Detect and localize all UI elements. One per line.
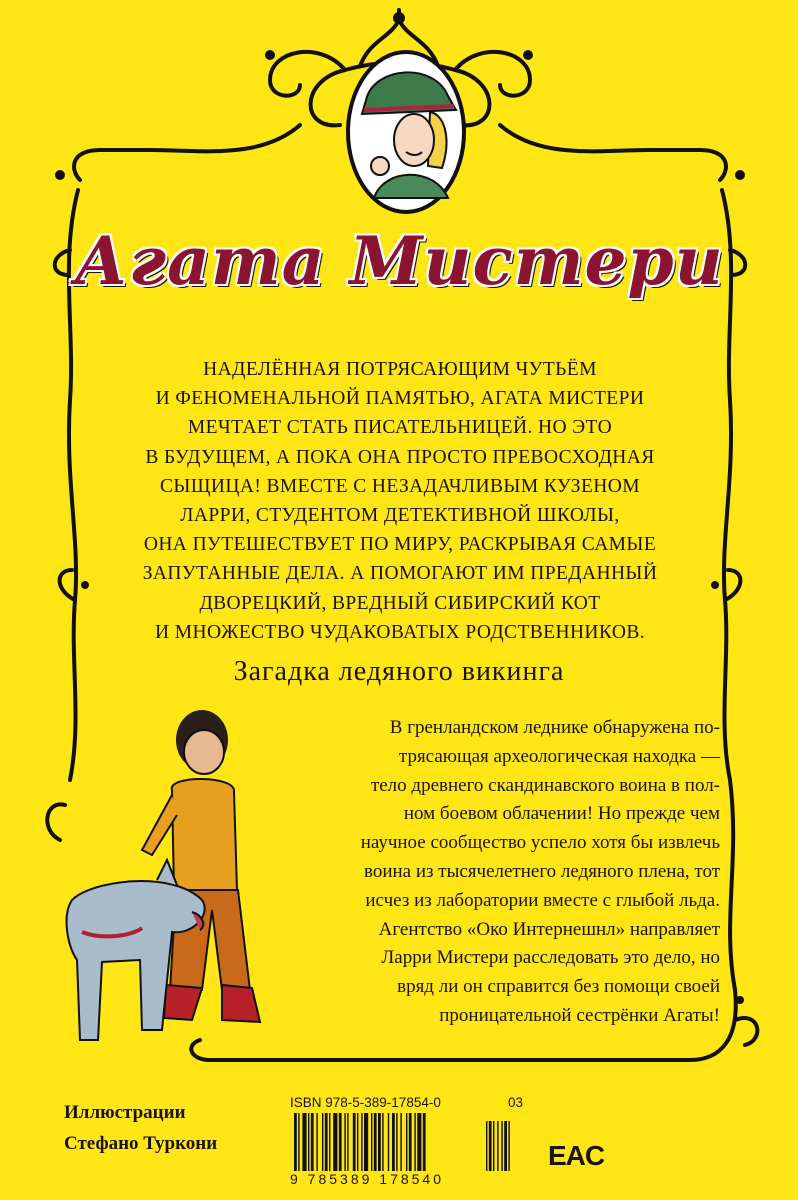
- barcode-addon-bar: [489, 1121, 492, 1171]
- barcode-bar: [378, 1113, 381, 1171]
- barcode-bar: [311, 1113, 314, 1171]
- barcode-bar: [333, 1113, 337, 1171]
- barcode-bar: [409, 1113, 412, 1171]
- book-title: Агата Мистери: [74, 222, 724, 300]
- blurb-line: тело древнего скандинавского воина в пол-: [370, 774, 720, 796]
- barcode-bar: [374, 1113, 377, 1171]
- barcode-bar: [392, 1113, 395, 1171]
- barcode-bar: [414, 1113, 415, 1171]
- blurb-line: исчез из лаборатории вместе с глыбой льда.: [365, 889, 720, 911]
- intro-line: ОНА ПУТЕШЕСТВУЕТ ПО МИРУ, РАСКРЫВАЯ САМЫЕ: [143, 534, 657, 556]
- barcode-bar: [406, 1113, 407, 1171]
- barcode-addon-bar: [501, 1121, 502, 1171]
- barcode-bar: [316, 1113, 317, 1171]
- barcode-addon-bar: [504, 1121, 507, 1171]
- series-intro: [90, 355, 710, 647]
- barcode-bar: [308, 1113, 309, 1171]
- book-blurb: [250, 714, 720, 1031]
- intro-line: СЫЩИЦА! ВМЕСТЕ С НЕЗАДАЧЛИВЫМ КУЗЕНОМ: [159, 475, 640, 497]
- barcode-addon-bar: [486, 1121, 487, 1171]
- barcode-bar: [353, 1113, 356, 1171]
- barcode-addon-bar: [497, 1121, 498, 1171]
- intro-line: И ФЕНОМЕНАЛЬНОЙ ПАМЯТЬЮ, АГАТА МИСТЕРИ: [155, 388, 645, 410]
- isbn-text: [290, 1095, 525, 1110]
- book-subtitle: Загадка ледяного викинга: [233, 656, 565, 687]
- intro-line: ЗАПУТАННЫЕ ДЕЛА. А ПОМОГАЮТ ИМ ПРЕДАННЫЙ: [142, 563, 658, 585]
- blurb-line: воина из тысячелетнего ледяного плена, тот: [364, 860, 720, 882]
- barcode-bars: [290, 1113, 525, 1171]
- barcode-digits: 9 785389 178540: [290, 1171, 444, 1187]
- barcode-bar: [298, 1113, 299, 1171]
- blurb-line: трясающая археологическая находка —: [398, 745, 720, 767]
- barcode-bar: [329, 1113, 330, 1171]
- barcode-bar: [347, 1113, 348, 1171]
- barcode-bar: [417, 1113, 421, 1171]
- barcode-bar: [423, 1113, 426, 1171]
- intro-line: ДВОРЕЦКИЙ, ВРЕДНЫЙ СИБИРСКИЙ КОТ: [199, 592, 601, 614]
- blurb-line: проницательной сестрёнки Агаты!: [439, 1004, 720, 1026]
- credit-label: Иллюстрации: [64, 1102, 186, 1123]
- barcode-addon-bar: [493, 1121, 494, 1171]
- blurb-line: Агентство «Око Интернешнл» направляет: [378, 918, 720, 940]
- barcode-bar: [364, 1113, 368, 1171]
- barcode-bar: [382, 1113, 383, 1171]
- barcode-bar: [357, 1113, 358, 1171]
- intro-line: НАДЕЛЁННАЯ ПОТРЯСАЮЩИМ ЧУТЬЁМ: [203, 359, 597, 380]
- larry-and-dog-illustration: [62, 700, 282, 1070]
- barcode-bar: [325, 1113, 328, 1171]
- blurb-line: ном боевом облачении! Но прежде чем: [403, 803, 720, 825]
- isbn-addon: 03: [508, 1095, 524, 1110]
- intro-line: ЛАРРИ, СТУДЕНТОМ ДЕТЕКТИВНОЙ ШКОЛЫ,: [180, 505, 620, 527]
- intro-line: И МНОЖЕСТВО ЧУДАКОВАТЫХ РОДСТВЕННИКОВ.: [154, 621, 646, 643]
- barcode-bar: [322, 1113, 323, 1171]
- agatha-portrait-medallion: [344, 48, 468, 216]
- illustrator-credit: [64, 1097, 217, 1159]
- barcode-bar: [294, 1113, 297, 1171]
- barcode-bar: [339, 1113, 342, 1171]
- barcode-bar: [396, 1113, 397, 1171]
- barcode-addon-bar: [508, 1121, 509, 1171]
- intro-line: МЕЧТАЕТ СТАТЬ ПИСАТЕЛЬНИЦЕЙ. НО ЭТО: [187, 417, 613, 439]
- eac-mark: EAC: [548, 1140, 605, 1171]
- barcode-bar: [302, 1113, 306, 1171]
- credit-name: Стефано Туркони: [64, 1133, 218, 1154]
- barcode-bar: [344, 1113, 345, 1171]
- blurb-line: вряд ли он справится без помощи своей: [397, 976, 720, 998]
- barcode-bar: [361, 1113, 362, 1171]
- blurb-line: В гренландском леднике обнаружена по-: [389, 717, 720, 738]
- isbn-number: ISBN 978-5-389-17854-0: [290, 1095, 441, 1110]
- blurb-line: Ларри Мистери расследовать это дело, но: [381, 947, 720, 969]
- barcode-bar: [400, 1113, 401, 1171]
- barcode-bar: [388, 1113, 389, 1171]
- barcode-bar: [371, 1113, 372, 1171]
- intro-line: В БУДУЩЕМ, А ПОКА ОНА ПРОСТО ПРЕВОСХОДНАЯ: [145, 446, 655, 468]
- blurb-line: научное сообщество успело хотя бы извлечь: [360, 832, 720, 854]
- isbn-barcode: [290, 1095, 525, 1190]
